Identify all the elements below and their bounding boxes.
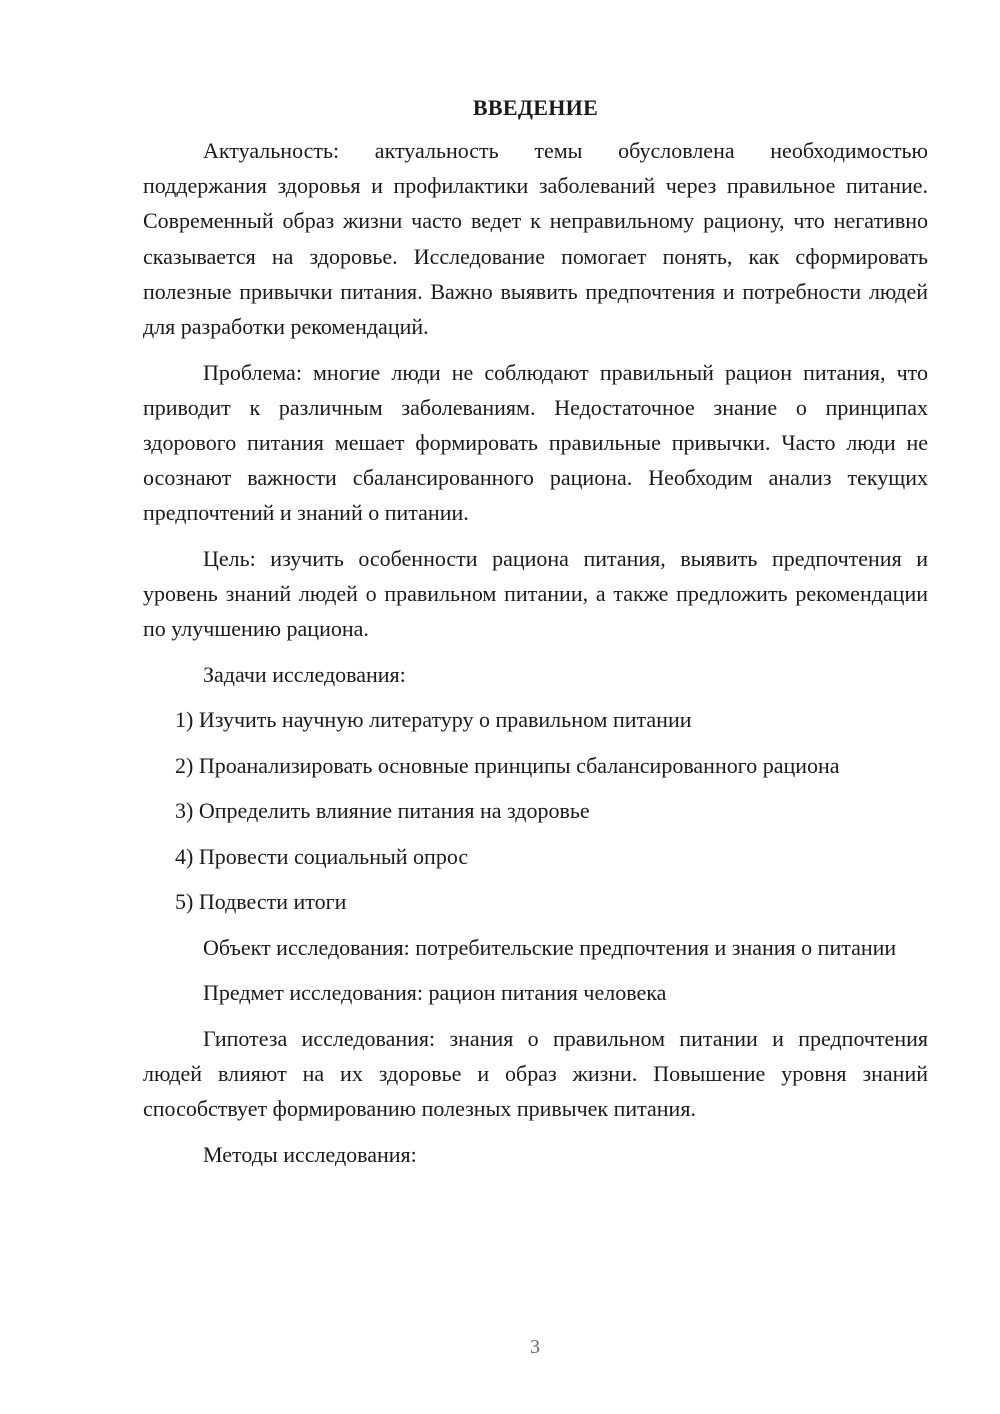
list-item: 5) Подвести итоги (175, 889, 347, 915)
page-number: 3 (530, 1336, 540, 1358)
paragraph-relevance: Актуальность: актуальность темы обусловлена необходимостью поддержания здоровья и профилактики заболеваний через правильное питание. Современный образ жизни часто ведет к неправильному рациону, что негативно сказывается на здоровье. Исследование помогает понять, как сформировать полезные привычки питания. Важно выявить предпочтения и потребности людей для разработки рекомендаций. (143, 138, 928, 340)
list-item: 3) Определить влияние питания на здоровье (175, 798, 590, 824)
section-title: ВВЕДЕНИЕ (472, 95, 599, 120)
list-item: 2) Проанализировать основные принципы сбалансированного рациона (175, 752, 840, 778)
paragraph-object: Объект исследования: потребительские предпочтения и знания о питании (203, 934, 897, 960)
document-page (143, 90, 928, 1182)
tasks-list (143, 702, 928, 919)
tasks-heading: Задачи исследования: (203, 661, 406, 687)
paragraph-goal: Цель: изучить особенности рациона питания, выявить предпочтения и уровень знаний людей о правильном питании, а также предложить рекомендации по улучшению рациона. (143, 545, 928, 642)
list-item: 4) Провести социальный опрос (175, 843, 469, 869)
paragraph-hypothesis: Гипотеза исследования: знания о правильном питании и предпочтения людей влияют на их здоровье и образ жизни. Повышение уровня знаний способствует формированию полезных привычек питания. (143, 1025, 928, 1122)
paragraph-subject: Предмет исследования: рацион питания человека (203, 980, 667, 1006)
list-item: 1) Изучить научную литературу о правильном питании (175, 707, 692, 733)
paragraph-problem: Проблема: многие люди не соблюдают правильный рацион питания, что приводит к различным заболеваниям. Недостаточное знание о принципах здорового питания мешает формировать правильные привычки. Часто люди не осознают важности сбалансированного рациона. Необходим анализ текущих предпочтений и знаний о питании. (143, 359, 928, 526)
paragraph-methods: Методы исследования: (203, 1141, 417, 1167)
